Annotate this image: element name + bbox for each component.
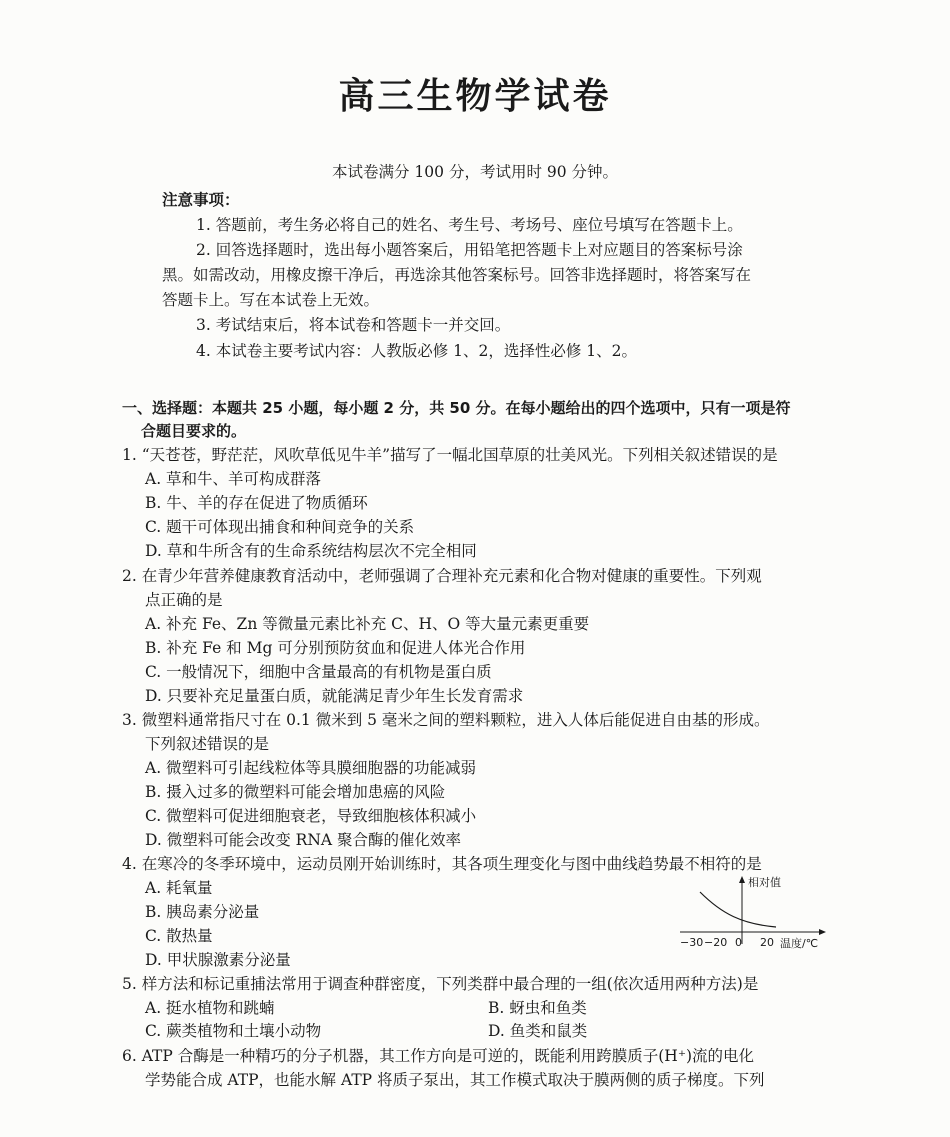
question-1-option-d: D. 草和牛所含有的生命系统结构层次不完全相同 [145, 542, 477, 560]
question-2-option-b: B. 补充 Fe 和 Mg 可分别预防贫血和促进人体光合作用 [145, 639, 526, 657]
section-heading: 一、选择题：本题共 25 小题，每小题 2 分，共 50 分。在每小题给出的四个选项中，只有一项是符 [122, 399, 791, 417]
question-6-stem-cont: 学势能合成 ATP，也能水解 ATP 将质子泵出，其工作模式取决于膜两侧的质子梯度。下列 [145, 1071, 765, 1089]
question-4-option-a: A. 耗氧量 [145, 879, 213, 897]
question-3-option-d: D. 微塑料可能会改变 RNA 聚合酶的催化效率 [145, 831, 462, 849]
notice-line: 1. 答题前，考生务必将自己的姓名、考生号、考场号、座位号填写在答题卡上。 [196, 216, 743, 234]
question-5-option-a: A. 挺水植物和跳蝻 [145, 999, 275, 1017]
question-6-stem: 6. ATP 合酶是一种精巧的分子机器，其工作方向是可逆的，既能利用跨膜质子(H⁺)流的电化 [122, 1047, 755, 1065]
notice-line: 2. 回答选择题时，选出每小题答案后，用铅笔把答题卡上对应题目的答案标号涂 [196, 241, 743, 259]
graph-tick: 20 [760, 936, 774, 949]
question-3-option-b: B. 摄入过多的微塑料可能会增加患癌的风险 [145, 783, 446, 801]
graph-x-label: 温度/℃ [780, 937, 819, 950]
question-5-option-d: D. 鱼类和鼠类 [488, 1022, 588, 1040]
graph-y-label: 相对值 [748, 876, 781, 889]
notice-line: 4. 本试卷主要考试内容：人教版必修 1、2，选择性必修 1、2。 [196, 342, 638, 360]
question-4-option-b: B. 胰岛素分泌量 [145, 903, 260, 921]
graph-tick: −20 [704, 936, 728, 949]
question-3-option-a: A. 微塑料可引起线粒体等具膜细胞器的功能减弱 [145, 759, 477, 777]
exam-title: 高三生物学试卷 [338, 76, 612, 117]
question-3-stem: 3. 微塑料通常指尺寸在 0.1 微米到 5 毫米之间的塑料颗粒，进入人体后能促进自由基的形成。 [122, 711, 770, 729]
question-4-option-d: D. 甲状腺激素分泌量 [145, 951, 291, 969]
question-2-option-d: D. 只要补充足量蛋白质，就能满足青少年生长发育需求 [145, 687, 524, 705]
graph-x-arrow [819, 929, 826, 935]
question-1-option-a: A. 草和牛、羊可构成群落 [145, 470, 322, 488]
notice-line: 3. 考试结束后，将本试卷和答题卡一并交回。 [196, 316, 511, 334]
question-3-stem-cont: 下列叙述错误的是 [145, 735, 270, 753]
exam-intro: 本试卷满分 100 分，考试用时 90 分钟。 [332, 163, 619, 181]
question-2-option-a: A. 补充 Fe、Zn 等微量元素比补充 C、H、O 等大量元素更重要 [145, 615, 590, 633]
graph-tick: 0 [735, 936, 742, 949]
question-2-stem-cont: 点正确的是 [145, 591, 223, 609]
question-2-option-c: C. 一般情况下，细胞中含量最高的有机物是蛋白质 [145, 663, 492, 681]
notice-heading: 注意事项： [162, 191, 240, 209]
question-1-stem: 1. “天苍苍，野茫茫，风吹草低见牛羊”描写了一幅北国草原的壮美风光。下列相关叙述错误的是 [122, 446, 778, 464]
question-5-option-b: B. 蚜虫和鱼类 [488, 999, 587, 1017]
notice-line: 答题卡上。写在本试卷上无效。 [162, 291, 380, 309]
question-4-stem: 4. 在寒冷的冬季环境中，运动员刚开始训练时，其各项生理变化与图中曲线趋势最不相符的是 [122, 855, 762, 873]
question-5-option-c: C. 蕨类植物和土壤小动物 [145, 1022, 322, 1040]
question-2-stem: 2. 在青少年营养健康教育活动中，老师强调了合理补充元素和化合物对健康的重要性。下列观 [122, 567, 762, 585]
graph-y-arrow [739, 876, 745, 883]
question-1-option-b: B. 牛、羊的存在促进了物质循环 [145, 494, 368, 512]
section-heading-cont: 合题目要求的。 [141, 422, 247, 440]
graph-tick: −30 [680, 936, 704, 949]
question-3-option-c: C. 微塑料可促进细胞衰老，导致细胞核体积减小 [145, 807, 477, 825]
question-4-option-c: C. 散热量 [145, 927, 213, 945]
graph-curve [700, 892, 776, 927]
question-5-stem: 5. 样方法和标记重捕法常用于调查种群密度，下列类群中最合理的一组(依次适用两种方法)是 [122, 975, 759, 993]
notice-line: 黑。如需改动，用橡皮擦干净后，再选涂其他答案标号。回答非选择题时，将答案写在 [162, 266, 752, 284]
question-1-option-c: C. 题干可体现出捕食和种间竞争的关系 [145, 518, 415, 536]
question-4-graph [672, 874, 832, 954]
